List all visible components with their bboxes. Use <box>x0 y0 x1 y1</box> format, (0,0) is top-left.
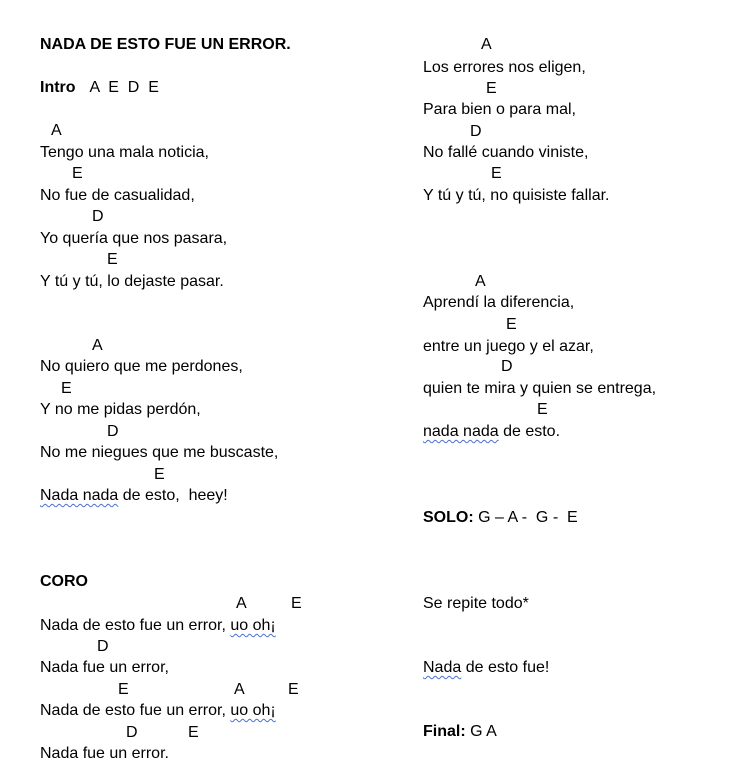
chord: A <box>481 36 492 53</box>
chord: E <box>118 681 129 698</box>
lyric-line: Y tú y tú, no quisiste fallar. <box>423 187 610 204</box>
chord: E <box>506 316 517 333</box>
lyric-line: Aprendí la diferencia, <box>423 294 575 311</box>
final-label: Final: <box>423 723 466 740</box>
chord: A <box>92 337 103 354</box>
lyric-line: nada nada de esto. <box>423 423 561 440</box>
chord: E <box>72 165 83 182</box>
lyric-line: Nada de esto fue un error, uo oh¡ <box>40 702 276 719</box>
lyric-line: Y no me pidas perdón, <box>40 401 201 418</box>
chord: E <box>288 681 299 698</box>
lyric-line: Tengo una mala noticia, <box>40 144 209 161</box>
chord: E <box>491 165 502 182</box>
chord: E <box>61 380 72 397</box>
lyric-line: No fallé cuando viniste, <box>423 144 589 161</box>
chord: A <box>234 681 245 698</box>
chord: A <box>236 595 247 612</box>
lyric-line: Los errores nos eligen, <box>423 59 586 76</box>
intro-chords: A E D E <box>89 79 159 96</box>
outro-line: Nada de esto fue! <box>423 659 550 676</box>
chord: D <box>470 123 482 140</box>
chord: E <box>486 80 497 97</box>
spellcheck-text: nada nada <box>423 423 499 440</box>
chord: D <box>501 358 513 375</box>
lyric-line: No quiero que me perdones, <box>40 358 243 375</box>
lyric-line: No fue de casualidad, <box>40 187 195 204</box>
lyric-line: Nada fue un error, <box>40 659 169 676</box>
chord: D <box>126 724 138 741</box>
lyric-line: Nada fue un error. <box>40 745 169 762</box>
intro-label: Intro <box>40 79 76 96</box>
lyric-line: entre un juego y el azar, <box>423 338 594 355</box>
lyric-line: quien te mira y quien se entrega, <box>423 380 657 397</box>
solo-chords: G – A - G - E <box>473 509 578 526</box>
final-line <box>423 722 497 742</box>
lyric-line: Yo quería que nos pasara, <box>40 230 228 247</box>
intro-line <box>40 78 159 98</box>
chord: A <box>51 122 62 139</box>
spellcheck-text: uo oh¡ <box>230 702 276 719</box>
spellcheck-text: Nada nada <box>40 487 119 504</box>
chord: D <box>107 423 119 440</box>
solo-label: SOLO: <box>423 509 474 526</box>
repeat-note: Se repite todo* <box>423 595 529 612</box>
spellcheck-text: uo oh¡ <box>230 617 276 634</box>
final-chords: G A <box>465 723 497 740</box>
chord: E <box>291 595 302 612</box>
lyric-line: Y tú y tú, lo dejaste pasar. <box>40 273 224 290</box>
chord: E <box>188 724 199 741</box>
chord: E <box>154 466 165 483</box>
lyric-line: Para bien o para mal, <box>423 101 576 118</box>
chord: A <box>475 273 486 290</box>
lyric-line: Nada de esto fue un error, uo oh¡ <box>40 617 276 634</box>
chord: D <box>92 208 104 225</box>
song-title: NADA DE ESTO FUE UN ERROR. <box>40 36 291 53</box>
chord: D <box>97 638 109 655</box>
spellcheck-text: Nada <box>423 659 462 676</box>
chord: E <box>107 251 118 268</box>
chord: E <box>537 401 548 418</box>
lyric-line: Nada nada de esto, heey! <box>40 487 228 504</box>
lyric-line: No me niegues que me buscaste, <box>40 444 279 461</box>
solo-line <box>423 508 578 528</box>
chorus-label: CORO <box>40 573 88 590</box>
